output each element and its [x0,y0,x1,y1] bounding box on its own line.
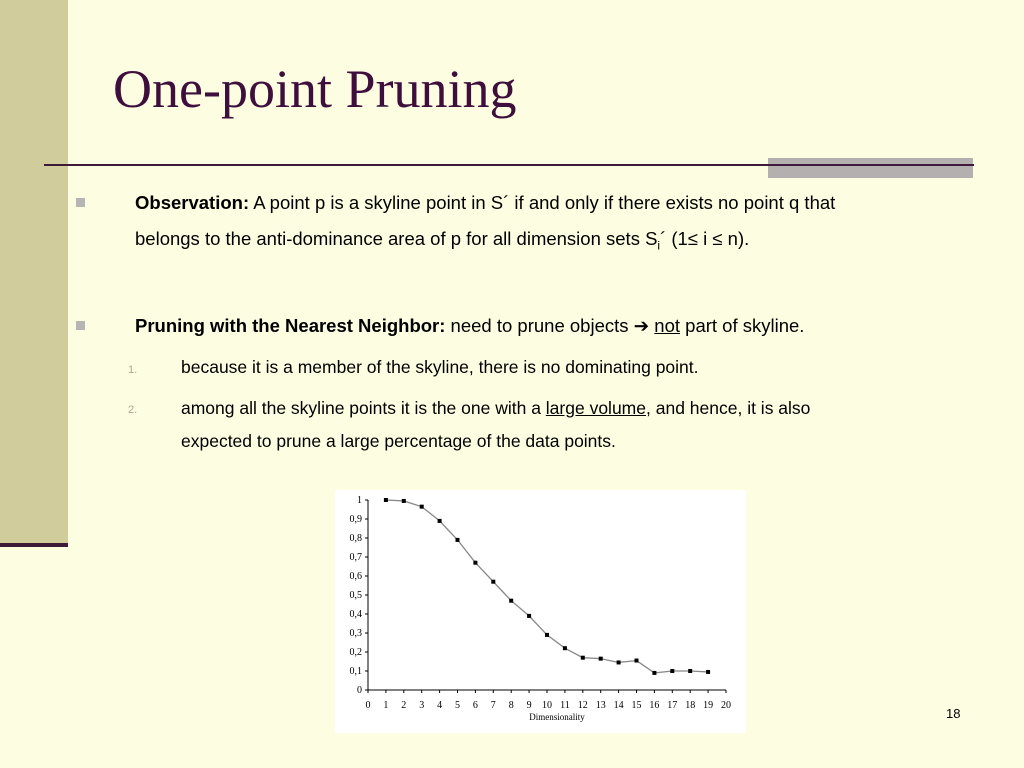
x-tick-label: 6 [472,700,478,711]
x-tick-label: 17 [667,700,678,711]
numbered-item-2-line2: expected to prune a large percentage of the data points. [181,431,616,451]
data-point [688,669,692,673]
y-tick-label: 0,1 [349,666,362,677]
x-tick-label: 14 [613,700,624,711]
y-tick-label: 0,9 [349,514,362,525]
item-number-2: 2. [128,404,138,416]
slide-title: One-point Pruning [113,59,517,119]
left-decor-band-edge [0,543,68,547]
bullet-marker-icon [76,321,85,330]
observation-text-line2: belongs to the anti-dominance area of p for all dimension sets S [135,228,658,249]
y-tick-label: 0,7 [349,552,362,563]
title-accent-bar [768,158,973,178]
pruning-text-end: part of skyline. [680,315,805,336]
data-point [420,505,424,509]
data-point [473,561,477,565]
x-tick-label: 5 [455,700,460,711]
observation-text-line2-end: ´ (1≤ i ≤ n). [660,228,750,249]
observation-subscript: i [657,238,661,253]
x-tick-label: 15 [631,700,642,711]
pruning-underlined: not [654,315,681,336]
data-point [456,538,460,542]
data-point [652,671,656,675]
x-tick-label: 12 [577,700,588,711]
data-point [706,670,710,674]
x-tick-label: 3 [419,700,425,711]
data-point [527,614,531,618]
data-point [491,580,495,584]
x-tick-label: 16 [649,700,660,711]
pruning-label: Pruning with the Nearest Neighbor: [135,315,446,336]
item-number-1: 1. [128,364,138,376]
observation-label: Observation: [135,192,250,213]
arrow-right-icon: ➔ [633,315,650,336]
title-divider-overlay [768,164,973,166]
data-point [563,646,567,650]
x-tick-label: 0 [365,700,371,711]
left-decor-band [0,0,68,546]
y-tick-label: 0,6 [349,571,362,582]
data-point [509,599,513,603]
data-point [635,659,639,663]
numbered-item-1: because it is a member of the skyline, there is no dominating point. [181,357,699,377]
page-number: 18 [946,706,961,721]
y-tick-label: 0,8 [349,533,362,544]
y-tick-label: 0,5 [349,590,362,601]
data-point [545,633,549,637]
numbered-item-2 [181,392,1001,458]
data-point [670,669,674,673]
y-tick-label: 0,2 [349,647,362,658]
pruning-text: need to prune objects [445,315,634,336]
x-tick-label: 1 [383,700,389,711]
x-tick-label: 7 [490,700,496,711]
dimensionality-chart [335,490,746,733]
y-tick-label: 0 [357,685,362,696]
x-axis-label: Dimensionality [529,712,585,722]
pruning-paragraph [135,308,1015,344]
data-point [617,660,621,664]
observation-paragraph [135,185,1015,264]
x-tick-label: 8 [508,700,514,711]
x-tick-label: 10 [542,700,552,711]
chart-container [335,490,746,733]
data-point [438,519,442,523]
y-tick-label: 1 [357,495,362,506]
numbered-item-2-text-end: , and hence, it is also [646,398,811,418]
x-tick-label: 13 [595,700,606,711]
data-point [384,498,388,502]
y-tick-label: 0,4 [349,609,362,620]
y-tick-label: 0,3 [349,628,362,639]
data-point [402,499,406,503]
x-tick-label: 2 [401,700,407,711]
x-tick-label: 4 [437,700,443,711]
x-tick-label: 19 [703,700,714,711]
numbered-item-2-text: among all the skyline points it is the one with a [181,398,546,418]
x-tick-label: 20 [721,700,731,711]
observation-text-line1: A point p is a skyline point in S´ if and only if there exists no point q that [249,192,836,213]
data-point [581,656,585,660]
numbered-item-2-underlined: large volume [545,398,646,418]
series-line [386,500,708,673]
data-point [599,657,603,661]
x-tick-label: 11 [560,700,570,711]
x-tick-label: 9 [526,700,532,711]
bullet-marker-icon [76,198,85,207]
x-tick-label: 18 [685,700,696,711]
